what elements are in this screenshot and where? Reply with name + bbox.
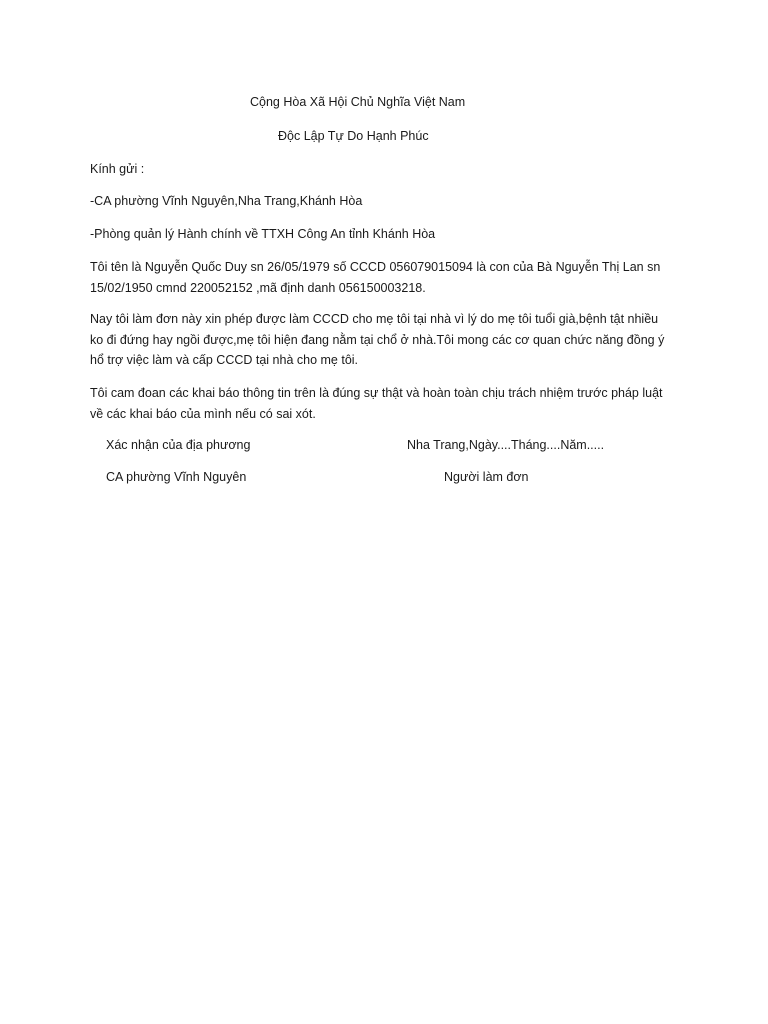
paragraph-line: Nay tôi làm đơn này xin phép được làm CCCD cho mẹ tôi tại nhà vì lý do mẹ tôi tuổi già,bệnh tật nhiều: [90, 312, 659, 326]
national-title: Cộng Hòa Xã Hội Chủ Nghĩa Việt Nam: [250, 95, 466, 109]
paragraph-line: hổ trợ việc làm và cấp CCCD tại nhà cho mẹ tôi.: [90, 353, 359, 367]
paragraph-line: Tôi cam đoan các khai báo thông tin trên là đúng sự thật và hoàn toàn chịu trách nhiệm trước pháp luật: [90, 386, 663, 400]
paragraph-line: Tôi tên là Nguyễn Quốc Duy sn 26/05/1979 số CCCD 056079015094 là con của Bà Nguyễn Thị Lan sn: [90, 260, 661, 274]
salutation: Kính gửi :: [90, 162, 145, 176]
paragraph-line: ko đi đứng hay ngồi được,mẹ tôi hiện đang nằm tại chổ ở nhà.Tôi mong các cơ quan chức năng đồng ý: [90, 332, 665, 347]
paragraph-declaration: [90, 383, 680, 424]
paragraph-line: về các khai báo của mình nếu có sai xót.: [90, 406, 316, 421]
paragraph-request: [90, 309, 680, 371]
local-confirmation-label: Xác nhận của địa phương: [106, 438, 251, 452]
local-police-label: CA phường Vĩnh Nguyên: [106, 470, 247, 484]
applicant-signature-label: Người làm đơn: [444, 470, 529, 484]
place-date-line: Nha Trang,Ngày....Tháng....Năm.....: [407, 438, 605, 452]
recipient-1: -CA phường Vĩnh Nguyên,Nha Trang,Khánh Hòa: [90, 194, 363, 208]
paragraph-line: 15/02/1950 cmnd 220052152 ,mã định danh 056150003218.: [90, 280, 426, 295]
paragraph-applicant-info: [90, 257, 680, 298]
motto: Độc Lập Tự Do Hạnh Phúc: [278, 129, 429, 143]
recipient-2: -Phòng quản lý Hành chính về TTXH Công An tỉnh Khánh Hòa: [90, 227, 436, 241]
